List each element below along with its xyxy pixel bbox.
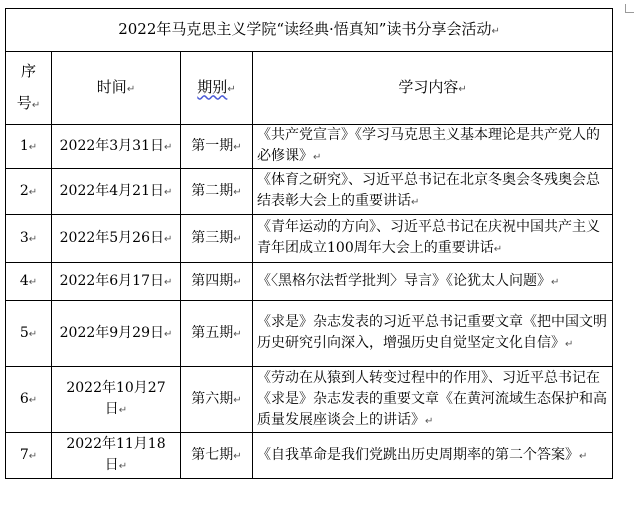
row-date-line2: 日 bbox=[104, 401, 119, 417]
paragraph-mark: ↵ bbox=[31, 99, 41, 111]
row-number-text: 6 bbox=[19, 390, 29, 407]
header-period bbox=[181, 52, 253, 125]
page-corner-mark bbox=[625, 4, 634, 13]
header-time bbox=[52, 52, 181, 125]
row-content-text: 《自我革命是我们党跳出历史周期率的第二个答案》 bbox=[257, 446, 579, 463]
row-date-line2-wrap bbox=[56, 455, 176, 477]
paragraph-mark: ↵ bbox=[28, 450, 38, 462]
table-row bbox=[6, 433, 613, 479]
paragraph-mark: ↵ bbox=[233, 450, 242, 462]
row-content-text: 《劳动在从猿到人转变过程中的作用》、习近平总书记在《求是》杂志发表的重要文章《在黄河流域生态保护和高质量发展座谈会上的讲话》 bbox=[257, 369, 607, 428]
row-content-text: 《求是》杂志发表的习近平总书记重要文章《把中国文明历史研究引向深入，增强历史自觉坚定文化自信》 bbox=[257, 314, 607, 351]
row-period-text: 第四期 bbox=[191, 272, 234, 289]
row-date bbox=[52, 367, 181, 433]
row-period bbox=[181, 125, 253, 169]
header-row bbox=[6, 52, 613, 125]
header-content bbox=[253, 52, 613, 125]
paragraph-mark: ↵ bbox=[551, 276, 560, 288]
row-number bbox=[6, 301, 52, 367]
row-date-text: 2022年5月26日 bbox=[59, 229, 164, 246]
row-date-line2: 日 bbox=[104, 457, 119, 473]
reading-schedule-table bbox=[5, 8, 613, 479]
row-date bbox=[52, 433, 181, 479]
row-content bbox=[253, 367, 613, 433]
row-number bbox=[6, 367, 52, 433]
paragraph-mark: ↵ bbox=[233, 186, 242, 198]
row-number bbox=[6, 433, 52, 479]
row-content bbox=[253, 215, 613, 263]
paragraph-mark: ↵ bbox=[411, 197, 420, 208]
header-seq-line2: 号 bbox=[16, 93, 32, 112]
paragraph-mark: ↵ bbox=[28, 186, 38, 198]
paragraph-mark: ↵ bbox=[233, 276, 242, 288]
paragraph-mark: ↵ bbox=[163, 141, 173, 153]
table-title-text: 2022年马克思主义学院“读经典·悟真知”读书分享会活动 bbox=[118, 19, 492, 38]
paragraph-mark: ↵ bbox=[118, 461, 128, 472]
table-row bbox=[6, 367, 613, 433]
row-date-text: 2022年9月29日 bbox=[59, 324, 164, 341]
paragraph-mark: ↵ bbox=[28, 233, 38, 245]
row-date-text: 2022年4月21日 bbox=[59, 182, 164, 199]
row-content-text: 《体育之研究》、习近平总书记在北京冬奥会冬残奥会总结表彰大会上的重要讲话 bbox=[257, 172, 600, 209]
paragraph-mark: ↵ bbox=[163, 328, 173, 340]
row-content bbox=[253, 125, 613, 169]
table-row bbox=[6, 169, 613, 215]
row-number bbox=[6, 263, 52, 301]
row-period-text: 第五期 bbox=[191, 324, 234, 341]
table-title bbox=[6, 9, 613, 52]
row-content-text: 《青年运动的方向》、习近平总书记在庆祝中国共产主义青年团成立100周年大会上的重要讲话 bbox=[257, 219, 600, 256]
paragraph-mark: ↵ bbox=[425, 415, 434, 427]
row-date bbox=[52, 301, 181, 367]
row-date-line2-wrap bbox=[56, 399, 176, 421]
row-content-text: 《〈黑格尔法哲学批判〉导言》《论犹太人问题》 bbox=[257, 272, 551, 289]
row-content bbox=[253, 263, 613, 301]
row-period bbox=[181, 367, 253, 433]
row-content-text: 《共产党宣言》《学习马克思主义基本理论是共产党人的必修课》 bbox=[257, 127, 600, 164]
table-row bbox=[6, 263, 613, 301]
row-date-text: 2022年11月18 bbox=[66, 436, 166, 452]
row-number-text: 3 bbox=[19, 229, 29, 246]
paragraph-mark: ↵ bbox=[163, 233, 173, 245]
table-row bbox=[6, 125, 613, 169]
header-content-text: 学习内容 bbox=[398, 77, 459, 96]
paragraph-mark: ↵ bbox=[118, 405, 128, 416]
row-period-text: 第二期 bbox=[191, 182, 234, 199]
row-period-text: 第六期 bbox=[191, 390, 234, 407]
paragraph-mark: ↵ bbox=[565, 339, 574, 350]
paragraph-mark: ↵ bbox=[579, 450, 588, 462]
paragraph-mark: ↵ bbox=[233, 394, 242, 406]
paragraph-mark: ↵ bbox=[458, 83, 467, 95]
paragraph-mark: ↵ bbox=[313, 152, 322, 163]
header-time-text: 时间 bbox=[96, 77, 127, 96]
table-row bbox=[6, 215, 613, 263]
paragraph-mark: ↵ bbox=[233, 233, 242, 245]
row-number bbox=[6, 215, 52, 263]
row-date bbox=[52, 125, 181, 169]
paragraph-mark: ↵ bbox=[28, 141, 38, 153]
row-period-text: 第三期 bbox=[191, 229, 234, 246]
paragraph-mark: ↵ bbox=[28, 328, 38, 340]
paragraph-mark: ↵ bbox=[28, 394, 38, 406]
row-number bbox=[6, 169, 52, 215]
row-period-text: 第一期 bbox=[191, 137, 234, 154]
row-number-text: 7 bbox=[19, 446, 29, 463]
row-date-text: 2022年10月27 bbox=[66, 380, 166, 396]
paragraph-mark: ↵ bbox=[28, 276, 38, 288]
paragraph-mark: ↵ bbox=[233, 141, 242, 153]
row-period bbox=[181, 263, 253, 301]
paragraph-mark: ↵ bbox=[126, 83, 136, 95]
paragraph-mark: ↵ bbox=[227, 83, 236, 95]
row-period bbox=[181, 215, 253, 263]
row-period bbox=[181, 169, 253, 215]
row-number-text: 1 bbox=[19, 137, 29, 154]
row-date bbox=[52, 215, 181, 263]
row-date bbox=[52, 169, 181, 215]
header-period-text: 期别 bbox=[197, 77, 228, 96]
paragraph-mark: ↵ bbox=[491, 25, 500, 37]
header-seq-line1: 序 bbox=[20, 61, 36, 80]
header-seq bbox=[6, 52, 52, 125]
paragraph-mark: ↵ bbox=[163, 186, 173, 198]
row-content bbox=[253, 301, 613, 367]
row-number-text: 5 bbox=[19, 324, 29, 341]
table-row bbox=[6, 301, 613, 367]
row-number-text: 2 bbox=[19, 182, 29, 199]
row-number bbox=[6, 125, 52, 169]
row-date-text: 2022年3月31日 bbox=[59, 137, 164, 154]
paragraph-mark: ↵ bbox=[493, 244, 503, 255]
header-seq-line2-wrap bbox=[10, 87, 47, 122]
row-number-text: 4 bbox=[19, 272, 29, 289]
row-date bbox=[52, 263, 181, 301]
row-content bbox=[253, 433, 613, 479]
row-period-text: 第七期 bbox=[191, 446, 234, 463]
row-content bbox=[253, 169, 613, 215]
row-date-text: 2022年6月17日 bbox=[59, 272, 164, 289]
title-row bbox=[6, 9, 613, 52]
row-period bbox=[181, 301, 253, 367]
row-period bbox=[181, 433, 253, 479]
paragraph-mark: ↵ bbox=[163, 276, 173, 288]
paragraph-mark: ↵ bbox=[233, 328, 242, 340]
